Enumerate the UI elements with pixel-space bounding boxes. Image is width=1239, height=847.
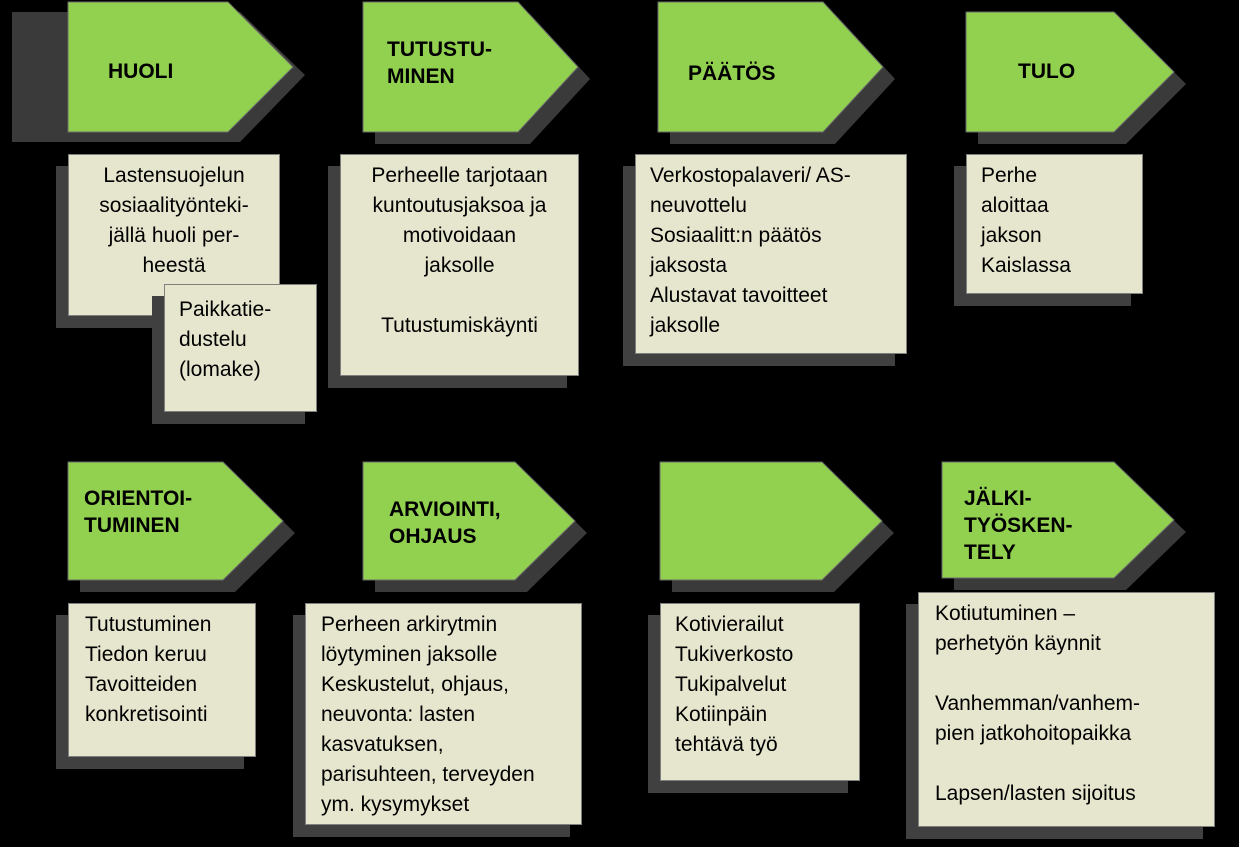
step-extra-note bbox=[164, 284, 317, 412]
description-text: Lastensuojelun sosiaalityönteki- jällä huoli per- heestä bbox=[99, 164, 249, 277]
step-chevron-tutustuminen bbox=[363, 2, 578, 132]
step-title: JÄLKI- TYÖSKEN- TELY bbox=[964, 487, 1073, 564]
step-title: PÄÄTÖS bbox=[688, 62, 776, 85]
step-chevron-huoli bbox=[68, 2, 293, 132]
step-chevron-paatos bbox=[658, 2, 883, 132]
step-title: ORIENTOI- TUMINEN bbox=[84, 487, 193, 537]
step-description-tulo bbox=[966, 154, 1143, 294]
description-text: Kotivierailut Tukiverkosto Tukipalvelut Kotiinpäin tehtävä työ bbox=[675, 613, 794, 756]
step-description-tutustuminen bbox=[340, 154, 579, 376]
step-title: TUTUSTU- MINEN bbox=[387, 38, 492, 88]
chevron-shape bbox=[966, 12, 1186, 144]
chevron-shape bbox=[660, 462, 894, 592]
step-description-kotivierailut bbox=[660, 603, 860, 781]
step-title: TULO bbox=[1018, 60, 1076, 83]
step-chevron-orientoituminen bbox=[68, 462, 283, 580]
description-text: Kotiutuminen – perhetyön käynnit Vanhemman/vanhem- pien jatkohoitopaikka Lapsen/lasten sijoitus bbox=[935, 602, 1141, 805]
chevron-shape bbox=[68, 2, 305, 144]
description-text: Perheen arkirytmin löytyminen jaksolle Keskustelut, ohjaus, neuvonta: lasten kasvatuksen, parisuhteen, terveyden ym. kysymykset bbox=[321, 613, 535, 816]
description-text: Verkostopalaveri/ AS- neuvottelu Sosiaalitt:n päätös jaksosta Alustavat tavoitteet jaksolle bbox=[650, 164, 851, 337]
step-title: HUOLI bbox=[108, 60, 174, 83]
step-chevron-empty bbox=[660, 462, 882, 580]
description-text: Perhe aloittaa jakson Kaislassa bbox=[981, 164, 1071, 277]
step-description-orientoituminen bbox=[68, 603, 256, 757]
step-chevron-arviointi bbox=[363, 462, 575, 580]
description-text: Tutustuminen Tiedon keruu Tavoitteiden konkretisointi bbox=[85, 613, 212, 726]
step-chevron-jalkityoskentely bbox=[942, 462, 1174, 578]
description-text: Perheelle tarjotaan kuntoutusjaksoa ja motivoidaan jaksolle Tutustumiskäynti bbox=[371, 164, 548, 337]
step-description-jalkityoskentely bbox=[918, 592, 1215, 827]
step-description-arviointi bbox=[305, 603, 582, 825]
step-title: ARVIOINTI, OHJAUS bbox=[389, 498, 501, 548]
step-description-paatos bbox=[635, 154, 907, 354]
note-text: Paikkatie- dustelu (lomake) bbox=[179, 298, 272, 381]
step-chevron-tulo bbox=[966, 12, 1174, 132]
